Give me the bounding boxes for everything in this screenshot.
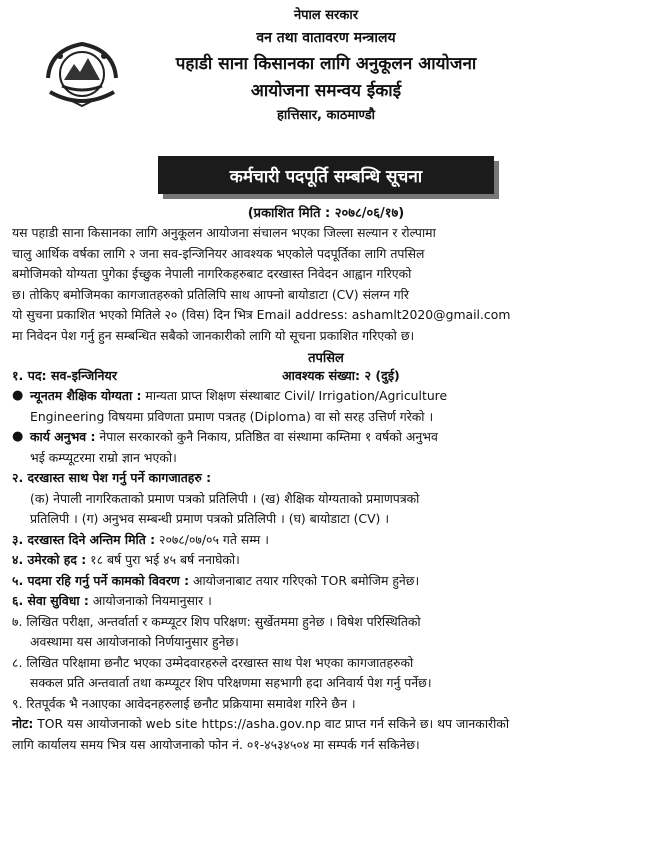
deadline-label: ३. दरखास्त दिने अन्तिम मिति : (12, 531, 156, 547)
experience-item (12, 427, 640, 448)
deadline-value: २०७८/०७/०५ गते सम्म । (155, 531, 269, 547)
facility-value: आयोजनाको नियमानुसार । (88, 593, 212, 608)
ministry-name: वन तथा वातावरण मन्त्रालय (256, 30, 396, 47)
note-label: नोट: (12, 716, 34, 731)
job-description-item (12, 571, 640, 592)
rejection-item: ९. रितपूर्वक भै नआएका आवेदनहरुलाई छनौट प्रक्रियामा समावेश गरिने छैन । (12, 695, 356, 711)
job-description-label: ५. पदमा रहि गर्नु पर्ने कामको विवरण : (12, 572, 190, 588)
qualification-text: मान्यता प्राप्त शिक्षण संस्थाबाट Civil/ Irrigation/Agriculture (141, 388, 448, 403)
deadline-item (12, 530, 640, 551)
documents-label: २. दरखास्त साथ पेश गर्नु पर्ने कागजातहरु : (12, 470, 212, 485)
qualification-label: न्यूनतम शैक्षिक योग्यता : (30, 388, 142, 403)
shortlist-item: ८. लिखित परिक्षामा छनौट भएका उम्मेदवारहरुले दरखास्त साथ पेश भएका कागजातहरुको (12, 654, 414, 670)
nepal-government-emblem-icon (40, 34, 124, 112)
note-text-cont: लागि कार्यालय समय भित्र यस आयोजनाको फोन नं. ०१-४५३४५०४ मा सम्पर्क गर्न सकिनेछ। (12, 736, 420, 752)
post-row (12, 366, 640, 386)
project-name: पहाडी साना किसानका लागि अनुकूलन आयोजना (175, 53, 477, 74)
facility-label: ६. सेवा सुविधा : (12, 593, 89, 608)
published-date: (प्रकाशित मिति : २०७८/०६/१७) (247, 206, 405, 221)
note-text: TOR यस आयोजनाको web site https://asha.gov.np वाट प्राप्त गर्न सकिने छ। थप जानकारीको (33, 716, 510, 731)
intro-line: मा निवेदन पेश गर्नु हुन सम्बन्धित सबैको जानकारीको लागि यो सूचना प्रकाशित गरिएको छ। (12, 327, 415, 343)
office-address: हात्तिसार, काठमाण्डौ (276, 108, 376, 124)
government-name: नेपाल सरकार (293, 8, 359, 23)
age-label: ४. उमेरको हद : (12, 552, 87, 567)
exam-location-item: ७. लिखित परीक्षा, अन्तर्वार्ता र कम्प्यूटर शिप परिक्षण: सुर्खेतममा हुनेछ । विषेश परिस्थितिको (12, 613, 421, 629)
qualification-text-cont: Engineering विषयमा प्रविणता प्रमाण पत्रतह (Diploma) वा सो सरह उत्तिर्ण गरेको । (30, 408, 434, 424)
intro-line: यो सुचना प्रकाशित भएको मितिले २० (विस) दिन भित्र Email address: ashamlt2020@gmail.com (12, 307, 511, 322)
documents-list-cont: प्रतिलिपी । (ग) अनुभव सम्बन्धी प्रमाण पत्रको प्रतिलिपी । (घ) बायोडाटा (CV) । (30, 511, 390, 526)
qualification-item (12, 386, 640, 407)
facility-item (12, 591, 640, 612)
experience-text: नेपाल सरकारको कुनै निकाय, प्रतिष्ठित वा संस्थामा कम्तिमा १ वर्षको अनुभव (95, 429, 438, 444)
bullet-icon: ● (12, 388, 24, 403)
age-value: १८ बर्ष पुरा भई ४५ बर्ष ननाघेको। (86, 552, 240, 567)
unit-name: आयोजना समन्वय ईकाई (250, 81, 402, 101)
intro-line: यस पहाडी साना किसानका लागि अनुकूलन आयोजना संचालन भएका जिल्ला सल्यान र रोल्पामा (12, 225, 436, 240)
post-title: १. पद: सव-इन्जिनियर (12, 368, 117, 383)
notice-title: कर्मचारी पदपूर्ति सम्बन्धि सूचना (158, 156, 494, 194)
intro-line: छ। तोकिए बमोजिमका कागजातहरुको प्रतिलिपि साथ आफ्नो बायोडाटा (CV) संलग्न गरि (12, 286, 409, 302)
documents-list: (क) नेपाली नागरिकताको प्रमाण पत्रको प्रतिलिपी । (ख) शैक्षिक योग्यताको प्रमाणपत्रको (30, 490, 420, 506)
bullet-icon: ● (12, 429, 24, 444)
job-description-value: आयोजनाबाट तयार गरिएको TOR बमोजिम हुनेछ। (189, 572, 420, 588)
note (12, 714, 640, 735)
shortlist-item-cont: सक्कल प्रति अन्तवार्ता तथा कम्प्यूटर शिप परिक्षणमा सहभागी हदा अनिवार्य पेश गर्नु पर्नेछ। (30, 675, 432, 690)
letterhead (12, 8, 640, 158)
details-heading: तपसिल (308, 351, 344, 366)
age-item (12, 550, 640, 571)
exam-location-item-cont: अवस्थामा यस आयोजनाको निर्णयानुसार हुनेछ। (30, 634, 239, 649)
experience-text-cont: भई कम्प्यूटरमा राम्रो ज्ञान भएको। (30, 449, 177, 465)
post-count: आवश्यक संख्या: २ (दुई) (282, 368, 400, 383)
intro-line: बमोजिमको योग्यता पुगेका ईच्छुक नेपाली नागरिकहरुबाट दरखास्त निवेदन आह्वान गरिएको (12, 266, 412, 281)
intro-paragraph (12, 223, 640, 346)
intro-line: चालु आर्थिक वर्षका लागि २ जना सव-इन्जिनियर आवश्यक भएकोले पदपूर्तिका लागि तपसिल (12, 245, 425, 261)
experience-label: कार्य अनुभव : (30, 429, 96, 444)
